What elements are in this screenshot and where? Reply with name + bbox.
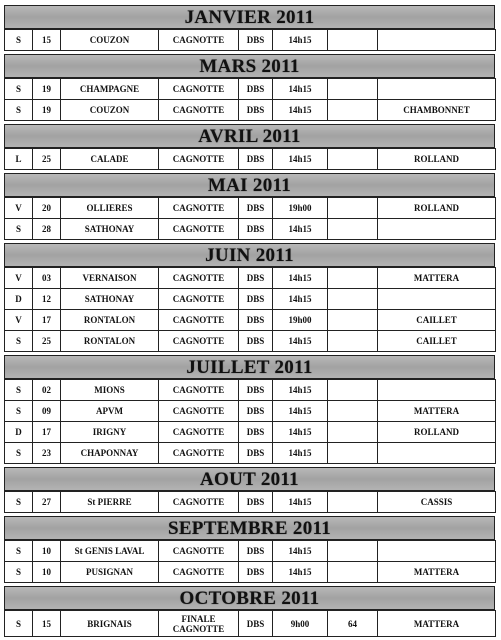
table-row xyxy=(5,198,496,219)
month-header: JUIN 2011 xyxy=(4,243,495,267)
month-header: MAI 2011 xyxy=(4,173,495,197)
date-cell: 15 xyxy=(33,611,61,637)
table-row xyxy=(5,79,496,100)
table-row xyxy=(5,268,496,289)
date-cell: 17 xyxy=(33,422,61,443)
type-cell: CAGNOTTE xyxy=(159,331,239,352)
winner-cell: MATTERA xyxy=(378,611,496,637)
place-cell: St PIERRE xyxy=(61,492,159,513)
type-cell: CAGNOTTE xyxy=(159,401,239,422)
winner-cell: CAILLET xyxy=(378,310,496,331)
month-table xyxy=(4,78,496,121)
winner-cell xyxy=(378,30,496,51)
date-cell: 02 xyxy=(33,380,61,401)
winner-cell xyxy=(378,219,496,240)
extra-cell xyxy=(328,198,378,219)
place-cell: RONTALON xyxy=(61,310,159,331)
type-cell: CAGNOTTE xyxy=(159,100,239,121)
month-header: OCTOBRE 2011 xyxy=(4,586,495,610)
day-cell: L xyxy=(5,149,33,170)
extra-cell xyxy=(328,492,378,513)
type-cell: CAGNOTTE xyxy=(159,268,239,289)
extra-cell xyxy=(328,380,378,401)
day-cell: S xyxy=(5,611,33,637)
time-cell: 14h15 xyxy=(273,541,328,562)
type-cell: CAGNOTTE xyxy=(159,380,239,401)
time-cell: 9h00 xyxy=(273,611,328,637)
date-cell: 23 xyxy=(33,443,61,464)
month-header: AOUT 2011 xyxy=(4,467,495,491)
extra-cell xyxy=(328,30,378,51)
month-header: AVRIL 2011 xyxy=(4,124,495,148)
winner-cell: MATTERA xyxy=(378,268,496,289)
table-row xyxy=(5,401,496,422)
table-row xyxy=(5,149,496,170)
extra-cell xyxy=(328,149,378,170)
type-cell: CAGNOTTE xyxy=(159,30,239,51)
month-header: JANVIER 2011 xyxy=(4,5,495,29)
day-cell: S xyxy=(5,492,33,513)
winner-cell xyxy=(378,289,496,310)
extra-cell xyxy=(328,443,378,464)
extra-cell xyxy=(328,422,378,443)
day-cell: V xyxy=(5,198,33,219)
time-cell: 14h15 xyxy=(273,289,328,310)
winner-cell: ROLLAND xyxy=(378,149,496,170)
place-cell: COUZON xyxy=(61,100,159,121)
date-cell: 28 xyxy=(33,219,61,240)
day-cell: S xyxy=(5,30,33,51)
time-cell: 14h15 xyxy=(273,492,328,513)
day-cell: S xyxy=(5,541,33,562)
day-cell: S xyxy=(5,401,33,422)
time-cell: 14h15 xyxy=(273,380,328,401)
winner-cell: CHAMBONNET xyxy=(378,100,496,121)
type-cell: CAGNOTTE xyxy=(159,541,239,562)
type-cell: CAGNOTTE xyxy=(159,310,239,331)
dbs-cell: DBS xyxy=(239,562,273,583)
place-cell: St GENIS LAVAL xyxy=(61,541,159,562)
dbs-cell: DBS xyxy=(239,219,273,240)
place-cell: PUSIGNAN xyxy=(61,562,159,583)
table-row xyxy=(5,30,496,51)
winner-cell xyxy=(378,79,496,100)
day-cell: V xyxy=(5,268,33,289)
type-cell: CAGNOTTE xyxy=(159,443,239,464)
extra-cell: 64 xyxy=(328,611,378,637)
extra-cell xyxy=(328,219,378,240)
date-cell: 20 xyxy=(33,198,61,219)
time-cell: 14h15 xyxy=(273,562,328,583)
table-row xyxy=(5,443,496,464)
place-cell: RONTALON xyxy=(61,331,159,352)
type-cell: CAGNOTTE xyxy=(159,198,239,219)
dbs-cell: DBS xyxy=(239,149,273,170)
dbs-cell: DBS xyxy=(239,443,273,464)
month-table xyxy=(4,267,496,352)
date-cell: 15 xyxy=(33,30,61,51)
time-cell: 14h15 xyxy=(273,219,328,240)
place-cell: VERNAISON xyxy=(61,268,159,289)
dbs-cell: DBS xyxy=(239,79,273,100)
dbs-cell: DBS xyxy=(239,268,273,289)
extra-cell xyxy=(328,331,378,352)
table-row xyxy=(5,541,496,562)
dbs-cell: DBS xyxy=(239,541,273,562)
month-header: SEPTEMBRE 2011 xyxy=(4,516,495,540)
extra-cell xyxy=(328,268,378,289)
winner-cell xyxy=(378,443,496,464)
date-cell: 27 xyxy=(33,492,61,513)
dbs-cell: DBS xyxy=(239,611,273,637)
extra-cell xyxy=(328,562,378,583)
place-cell: OLLIERES xyxy=(61,198,159,219)
time-cell: 14h15 xyxy=(273,30,328,51)
month-header: JUILLET 2011 xyxy=(4,355,495,379)
time-cell: 19h00 xyxy=(273,310,328,331)
day-cell: S xyxy=(5,219,33,240)
place-cell: BRIGNAIS xyxy=(61,611,159,637)
date-cell: 25 xyxy=(33,331,61,352)
day-cell: S xyxy=(5,331,33,352)
dbs-cell: DBS xyxy=(239,331,273,352)
table-row xyxy=(5,289,496,310)
type-cell: FINALE CAGNOTTE xyxy=(159,611,239,637)
dbs-cell: DBS xyxy=(239,30,273,51)
date-cell: 10 xyxy=(33,541,61,562)
month-table xyxy=(4,197,496,240)
dbs-cell: DBS xyxy=(239,100,273,121)
time-cell: 14h15 xyxy=(273,268,328,289)
place-cell: CHAMPAGNE xyxy=(61,79,159,100)
table-row xyxy=(5,422,496,443)
date-cell: 19 xyxy=(33,79,61,100)
month-table xyxy=(4,29,496,51)
day-cell: S xyxy=(5,562,33,583)
date-cell: 03 xyxy=(33,268,61,289)
extra-cell xyxy=(328,79,378,100)
day-cell: S xyxy=(5,380,33,401)
date-cell: 17 xyxy=(33,310,61,331)
table-row xyxy=(5,492,496,513)
schedule-sheet xyxy=(4,5,495,640)
dbs-cell: DBS xyxy=(239,492,273,513)
place-cell: COUZON xyxy=(61,30,159,51)
day-cell: S xyxy=(5,100,33,121)
winner-cell: CASSIS xyxy=(378,492,496,513)
table-row xyxy=(5,380,496,401)
winner-cell xyxy=(378,380,496,401)
type-cell: CAGNOTTE xyxy=(159,79,239,100)
date-cell: 19 xyxy=(33,100,61,121)
extra-cell xyxy=(328,310,378,331)
day-cell: D xyxy=(5,289,33,310)
date-cell: 25 xyxy=(33,149,61,170)
table-row xyxy=(5,219,496,240)
table-row xyxy=(5,100,496,121)
type-cell: CAGNOTTE xyxy=(159,562,239,583)
extra-cell xyxy=(328,401,378,422)
place-cell: MIONS xyxy=(61,380,159,401)
table-row xyxy=(5,562,496,583)
time-cell: 14h15 xyxy=(273,149,328,170)
time-cell: 14h15 xyxy=(273,422,328,443)
dbs-cell: DBS xyxy=(239,422,273,443)
type-cell: CAGNOTTE xyxy=(159,149,239,170)
extra-cell xyxy=(328,100,378,121)
place-cell: SATHONAY xyxy=(61,219,159,240)
winner-cell: ROLLAND xyxy=(378,422,496,443)
day-cell: S xyxy=(5,79,33,100)
place-cell: CALADE xyxy=(61,149,159,170)
month-table xyxy=(4,540,496,583)
winner-cell: MATTERA xyxy=(378,562,496,583)
type-cell: CAGNOTTE xyxy=(159,289,239,310)
extra-cell xyxy=(328,289,378,310)
time-cell: 14h15 xyxy=(273,100,328,121)
winner-cell: CAILLET xyxy=(378,331,496,352)
dbs-cell: DBS xyxy=(239,380,273,401)
month-table xyxy=(4,491,496,513)
type-cell: CAGNOTTE xyxy=(159,219,239,240)
dbs-cell: DBS xyxy=(239,289,273,310)
place-cell: IRIGNY xyxy=(61,422,159,443)
date-cell: 09 xyxy=(33,401,61,422)
date-cell: 12 xyxy=(33,289,61,310)
winner-cell: ROLLAND xyxy=(378,198,496,219)
day-cell: S xyxy=(5,443,33,464)
time-cell: 14h15 xyxy=(273,331,328,352)
winner-cell: MATTERA xyxy=(378,401,496,422)
day-cell: D xyxy=(5,422,33,443)
type-cell: CAGNOTTE xyxy=(159,492,239,513)
table-row xyxy=(5,611,496,637)
date-cell: 10 xyxy=(33,562,61,583)
winner-cell xyxy=(378,541,496,562)
dbs-cell: DBS xyxy=(239,310,273,331)
table-row xyxy=(5,310,496,331)
month-table xyxy=(4,148,496,170)
type-cell: CAGNOTTE xyxy=(159,422,239,443)
place-cell: CHAPONNAY xyxy=(61,443,159,464)
time-cell: 14h15 xyxy=(273,79,328,100)
day-cell: V xyxy=(5,310,33,331)
time-cell: 19h00 xyxy=(273,198,328,219)
place-cell: SATHONAY xyxy=(61,289,159,310)
month-header: MARS 2011 xyxy=(4,54,495,78)
dbs-cell: DBS xyxy=(239,198,273,219)
table-row xyxy=(5,331,496,352)
place-cell: APVM xyxy=(61,401,159,422)
time-cell: 14h15 xyxy=(273,443,328,464)
month-table xyxy=(4,610,496,637)
extra-cell xyxy=(328,541,378,562)
dbs-cell: DBS xyxy=(239,401,273,422)
month-table xyxy=(4,379,496,464)
time-cell: 14h15 xyxy=(273,401,328,422)
